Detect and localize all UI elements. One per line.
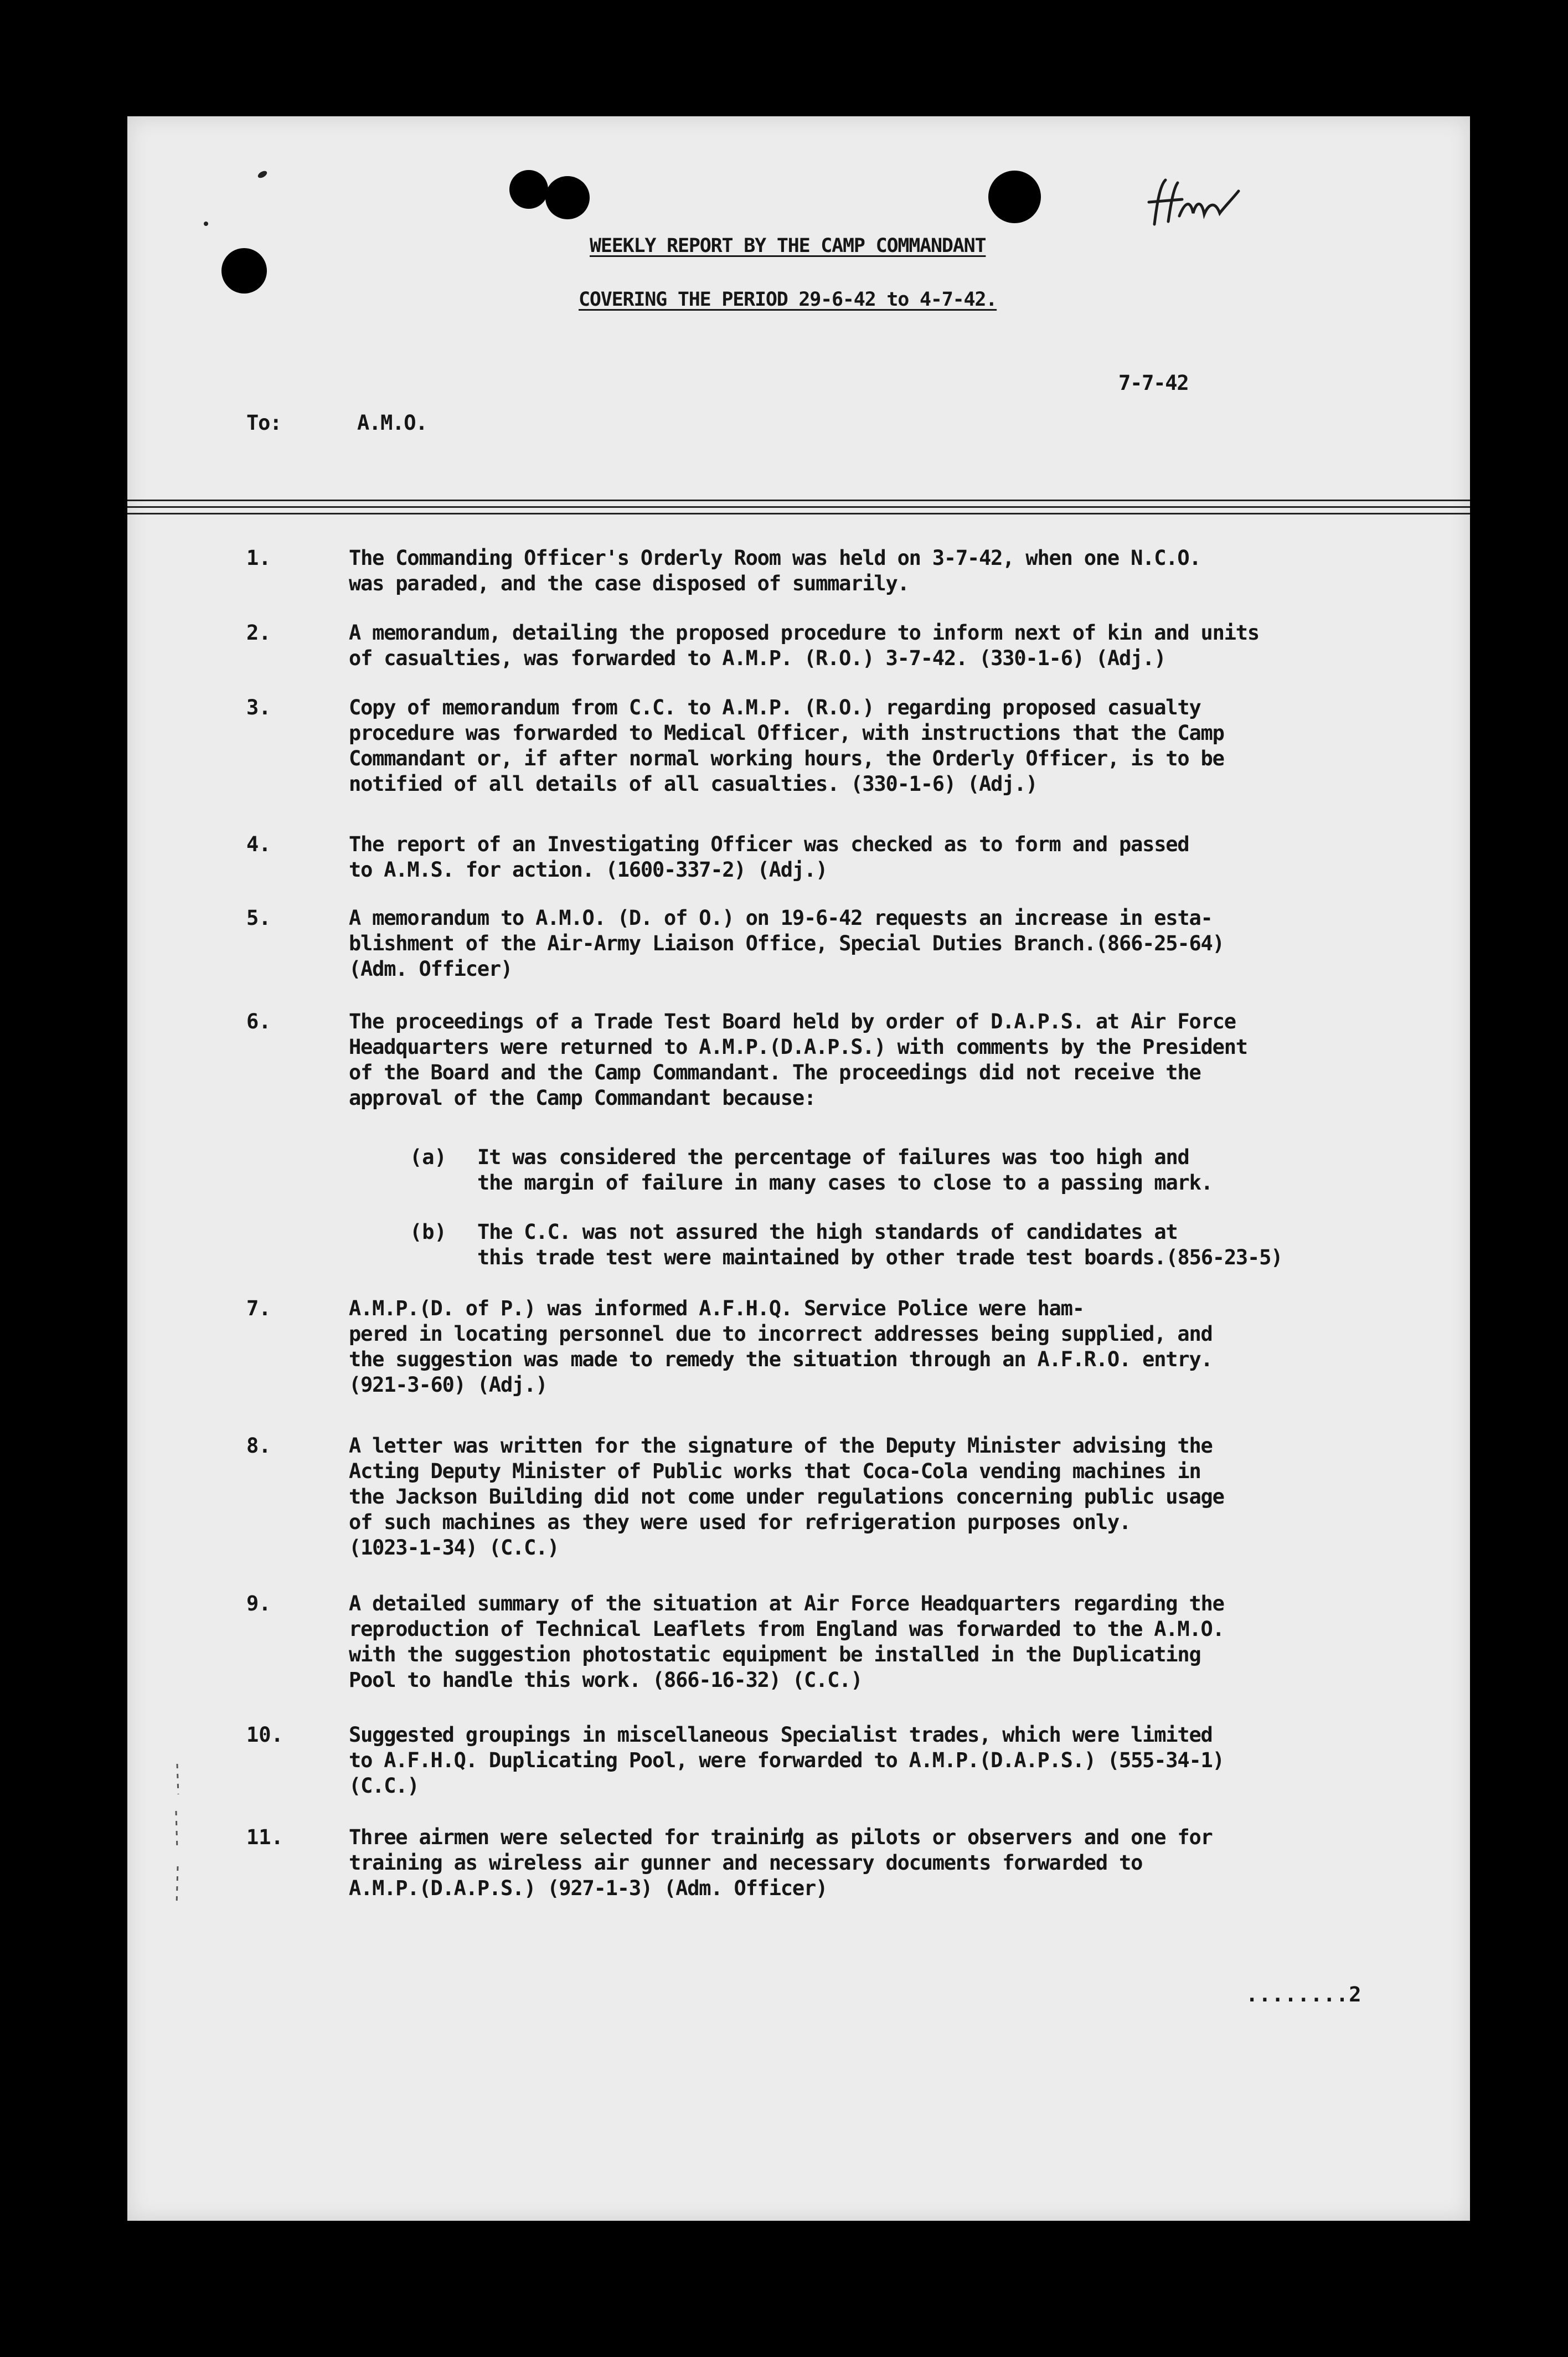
item-text: A memorandum to A.M.O. (D. of O.) on 19-6-42 requests an increase in esta- blishment of the Air-Army Liaison Office, Special Duties Branch.(866-25-64) (Adm. Officer) [349, 906, 1224, 981]
item-text: The proceedings of a Trade Test Board held by order of D.A.P.S. at Air Force Headquarters were returned to A.M.P.(D.A.P.S.) with comments by the President of the Board and the Camp Commandant. The proceedings did not receive the approval of the Camp Commandant because: [349, 1010, 1247, 1110]
item-number: 1. [246, 546, 271, 570]
item-text: Copy of memorandum from C.C. to A.M.P. (R.O.) regarding proposed casualty procedure was forwarded to Medical Officer, with instructions that the Camp Commandant or, if after normal working hours, the Orderly Officer, is to be notified of all details of all casualties. (330-1-6) (Adj.) [349, 696, 1224, 796]
report-date: 7-7-42 [1118, 371, 1189, 395]
item-number: 3. [246, 696, 271, 719]
item-number: 9. [246, 1592, 271, 1615]
sub-item-text: It was considered the percentage of failures was too high and the margin of failure in many cases to close to a passing mark. [477, 1145, 1213, 1195]
item-number: 8. [246, 1434, 271, 1458]
item-text: A detailed summary of the situation at Air Force Headquarters regarding the reproduction of Technical Leaflets from England was forwarded to the A.M.O. with the suggestion photostatic equipment be installed in the Duplicating Pool to handle this work. (866-16-32) (C.C.) [349, 1592, 1224, 1692]
item-number: 11. [246, 1825, 283, 1849]
item-number: 7. [246, 1296, 271, 1320]
to-value: A.M.O. [357, 411, 427, 435]
item-text: A.M.P.(D. of P.) was informed A.F.H.Q. Service Police were ham- pered in locating personnel due to incorrect addresses being supplied, and the suggestion was made to remedy the situation through an A.F.R.O. entry. (921-3-60) (Adj.) [349, 1296, 1213, 1397]
to-label: To: [246, 411, 282, 435]
continuation-marker: ........2 [1246, 1983, 1362, 2006]
sub-item-text: The C.C. was not assured the high standards of candidates at this trade test were maintained by other trade test boards.(856-23-5) [477, 1220, 1283, 1269]
sub-item-label: (a) [410, 1145, 447, 1169]
item-number: 4. [246, 832, 271, 856]
item-number: 10. [246, 1723, 283, 1747]
item-number: 2. [246, 621, 271, 645]
item-text: The report of an Investigating Officer was checked as to form and passed to A.M.S. for action. (1600-337-2) (Adj.) [349, 832, 1189, 882]
item-number: 6. [246, 1010, 271, 1033]
report-title: WEEKLY REPORT BY THE CAMP COMMANDANT [590, 235, 986, 257]
item-text: Suggested groupings in miscellaneous Specialist trades, which were limited to A.F.H.Q. Duplicating Pool, were forwarded to A.M.P.(D.A.P.S.) (555-34-1) (C.C.) [349, 1723, 1224, 1798]
report-items [127, 116, 1470, 2221]
item-text: Three airmen were selected for training as pilots or observers and one for training as wireless air gunner and necessary documents forwarded to A.M.P.(D.A.P.S.) (927-1-3) (Adm. Officer) [349, 1825, 1213, 1900]
document-page [127, 116, 1470, 2221]
item-number: 5. [246, 906, 271, 930]
item-text: A memorandum, detailing the proposed procedure to inform next of kin and units of casualties, was forwarded to A.M.P. (R.O.) 3-7-42. (330-1-6) (Adj.) [349, 621, 1259, 670]
item-text: A letter was written for the signature of the Deputy Minister advising the Acting Deputy Minister of Public works that Coca-Cola vending machines in the Jackson Building did not come under regulations concerning public usage of such machines as they were used for refrigeration purposes only. (1023-1-34) (C.C.) [349, 1434, 1224, 1560]
item-text: The Commanding Officer's Orderly Room was held on 3-7-42, when one N.C.O. was paraded, and the case disposed of summarily. [349, 546, 1201, 595]
sub-item-label: (b) [410, 1220, 447, 1244]
report-period: COVERING THE PERIOD 29-6-42 to 4-7-42. [579, 289, 997, 311]
